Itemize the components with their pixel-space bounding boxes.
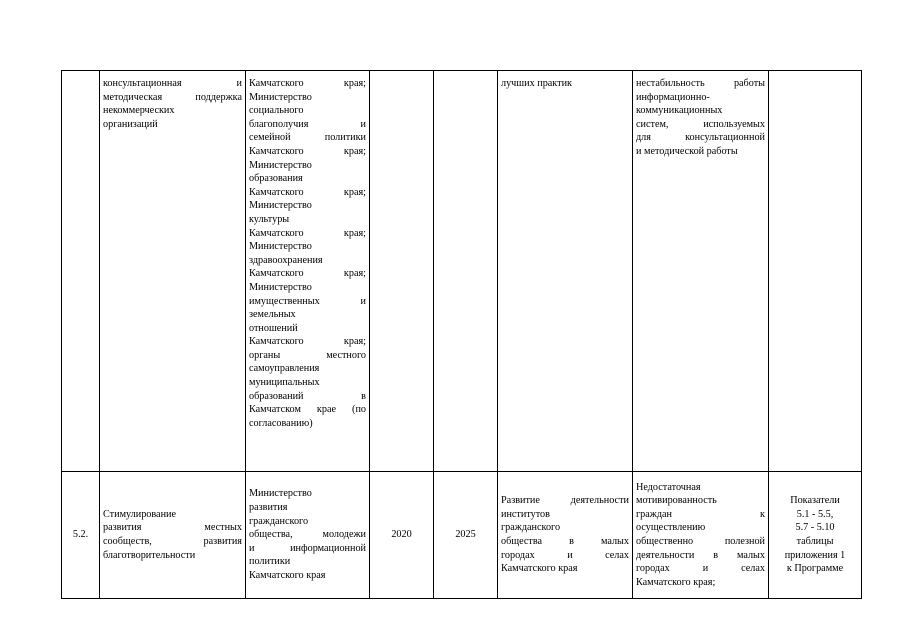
cell-line: Министерство [249,488,312,500]
cell-line: Камчатского края; [249,186,366,198]
cell-line: приложения 1 [784,549,846,561]
cell-line: Показатели [790,495,840,507]
cell-line: органы местного [249,349,366,361]
executors-cell [246,472,370,599]
cell-line: городах и селах [636,563,765,575]
program-table [61,70,862,599]
cell-line: сообществ, развития [103,536,242,547]
cell-line: земельных [249,309,296,321]
cell-line: развития местных [103,522,242,534]
cell-line: Камчатского края [249,569,326,581]
start-year-cell [370,71,434,472]
executors-cell [246,71,370,472]
cell-line: 5.7 - 5.10 [795,522,835,534]
cell-line: Стимулирование [103,508,177,520]
indicators-cell [769,71,862,472]
cell-line: таблицы [796,536,834,547]
cell-line: благотворительности [103,549,196,561]
cell-line: коммуникационных [636,105,723,117]
cell-line: Министерство [249,159,312,171]
cell-line: согласованию) [249,417,313,429]
start-year-cell: 2020 [370,472,434,599]
cell-line: гражданского [501,522,561,534]
cell-line: общества, молодежи [249,529,366,541]
cell-line: к Программе [786,563,844,575]
cell-line: Министерство [249,241,312,253]
cell-line: семейной политики [249,132,366,144]
measure-cell [100,71,246,472]
row-number-cell: 5.2. [62,472,100,599]
expected-result-cell [498,472,633,599]
cell-line: отношений [249,322,298,334]
cell-line: социального [249,105,304,117]
cell-line: лучших практик [501,78,572,89]
cell-line: 5.1 - 5.5, [796,508,834,520]
cell-line: Недостаточная [636,481,701,493]
cell-line: образований в [249,390,366,402]
cell-line: и информационной [249,542,366,554]
cell-line: развития [249,502,288,514]
table-row [62,71,862,472]
cell-line: институтов [501,508,550,520]
cell-line: городах и селах [501,549,629,561]
cell-line: Министерство [249,200,312,212]
cell-line: Камчатского края [501,563,578,575]
cell-line: Камчатского края; [636,576,716,588]
cell-line: имущественных и [249,295,366,307]
cell-line: общества в малых [501,536,629,547]
cell-line: нестабильность работы [636,78,765,89]
measure-cell [100,472,246,599]
cell-line: и методической работы [636,145,738,157]
cell-line: самоуправления [249,363,320,375]
cell-line: Министерство [249,91,312,103]
row-number-cell [62,71,100,472]
cell-line: деятельности в малых [636,549,765,561]
cell-line: мотивированность [636,495,717,507]
expected-result-cell [498,71,633,472]
cell-line: политики [249,556,291,568]
cell-line: образования [249,173,303,185]
cell-line: Камчатского края; [249,336,366,348]
cell-line: общественно полезной [636,536,765,547]
cell-line: для консультационной [636,132,765,144]
cell-line: Развитие деятельности [501,495,629,507]
cell-line: Камчатском крае (по [249,404,366,416]
cell-line: Камчатского края; [249,145,366,157]
risks-cell [633,71,769,472]
cell-line: культуры [249,213,290,225]
cell-line: Камчатского края; [249,268,366,280]
cell-line: Камчатского края; [249,227,366,239]
cell-line: информационно- [636,91,710,103]
cell-line: гражданского [249,515,309,527]
cell-line: здравоохранения [249,254,323,266]
end-year-cell [434,71,498,472]
cell-line: систем, используемых [636,118,765,130]
table-row [62,472,862,599]
cell-line: организаций [103,118,158,130]
cell-line: муниципальных [249,377,320,389]
cell-line: Министерство [249,281,312,293]
indicators-cell [769,472,862,599]
cell-line: граждан к [636,508,765,520]
risks-cell [633,472,769,599]
cell-line: некоммерческих [103,105,175,117]
cell-line: благополучия и [249,118,366,130]
cell-line: Камчатского края; [249,78,366,89]
cell-line: осуществлению [636,522,706,534]
cell-line: консультационная и [103,78,242,89]
end-year-cell: 2025 [434,472,498,599]
cell-line: методическая поддержка [103,91,242,103]
